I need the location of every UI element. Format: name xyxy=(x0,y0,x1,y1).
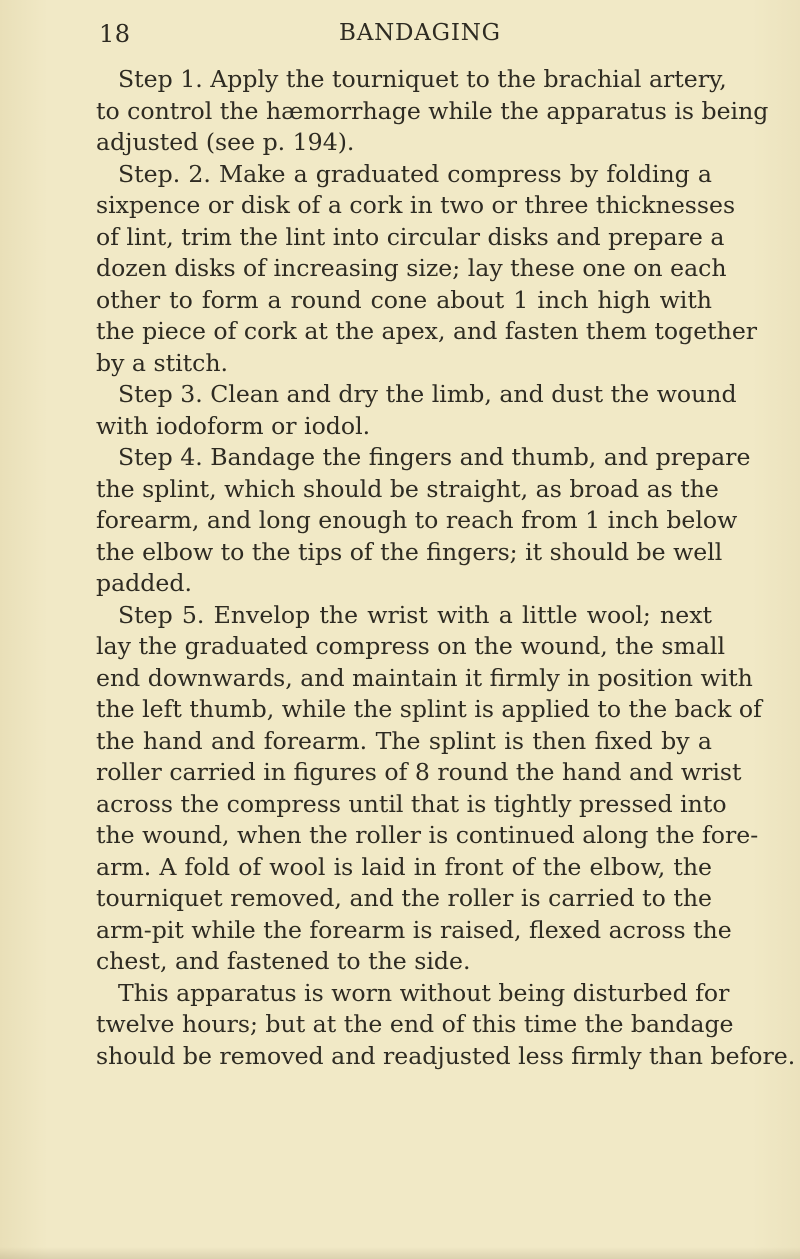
text-line: Step 5. Envelop the wrist with a little wool; next xyxy=(118,600,712,629)
text-line: the left thumb, while the splint is applied to the back of xyxy=(96,695,762,723)
text-line: roller carried in figures of 8 round the hand and wrist xyxy=(96,758,742,786)
text-line: end downwards, and maintain it firmly in position with xyxy=(96,663,753,692)
text-line: Step 3. Clean and dry the limb, and dust the wound xyxy=(118,380,737,408)
text-line: the wound, when the roller is continued along the fore- xyxy=(96,821,759,849)
text-line: of lint, trim the lint into circular disks and prepare a xyxy=(96,222,725,251)
text-line: with iodoform or iodol. xyxy=(96,411,371,440)
text-line: chest, and fastened to the side. xyxy=(96,947,471,975)
body-text xyxy=(96,64,796,1072)
text-line: tourniquet removed, and the roller is carried to the xyxy=(96,884,712,912)
text-line: by a stitch. xyxy=(96,348,229,377)
text-line: the splint, which should be straight, as broad as the xyxy=(96,474,719,503)
text-line: the elbow to the tips of the fingers; it should be well xyxy=(96,537,723,566)
text-line: lay the graduated compress on the wound, the small xyxy=(96,632,726,660)
text-line: other to form a round cone about 1 inch high with xyxy=(96,285,712,314)
text-line: Step 1. Apply the tourniquet to the brachial artery, xyxy=(118,65,727,93)
text-line: Step. 2. Make a graduated compress by folding a xyxy=(118,159,712,188)
text-line: forearm, and long enough to reach from 1 inch below xyxy=(96,506,738,534)
text-line: twelve hours; but at the end of this time the bandage xyxy=(96,1010,734,1038)
text-line: sixpence or disk of a cork in two or three thicknesses xyxy=(96,191,736,219)
text-line: the piece of cork at the apex, and fasten them together xyxy=(96,317,758,345)
text-line: adjusted (see p. 194). xyxy=(96,128,355,156)
running-title: BANDAGING xyxy=(339,20,501,46)
text-line: arm-pit while the forearm is raised, flexed across the xyxy=(96,915,732,944)
text-line: Step 4. Bandage the fingers and thumb, and prepare xyxy=(118,443,751,471)
text-line: should be removed and readjusted less firmly than before. xyxy=(96,1041,796,1070)
text-line: This apparatus is worn without being disturbed for xyxy=(118,978,730,1007)
running-head xyxy=(0,16,800,52)
text-line: across the compress until that is tightly pressed into xyxy=(96,789,727,818)
page-number: 18 xyxy=(99,20,131,48)
text-line: to control the hæmorrhage while the apparatus is being xyxy=(96,96,769,125)
page-bottom-edge xyxy=(0,1247,800,1259)
text-line: the hand and forearm. The splint is then fixed by a xyxy=(96,726,712,755)
text-line: dozen disks of increasing size; lay these one on each xyxy=(96,254,727,282)
text-line: arm. A fold of wool is laid in front of the elbow, the xyxy=(96,852,712,881)
text-line: padded. xyxy=(96,569,192,597)
